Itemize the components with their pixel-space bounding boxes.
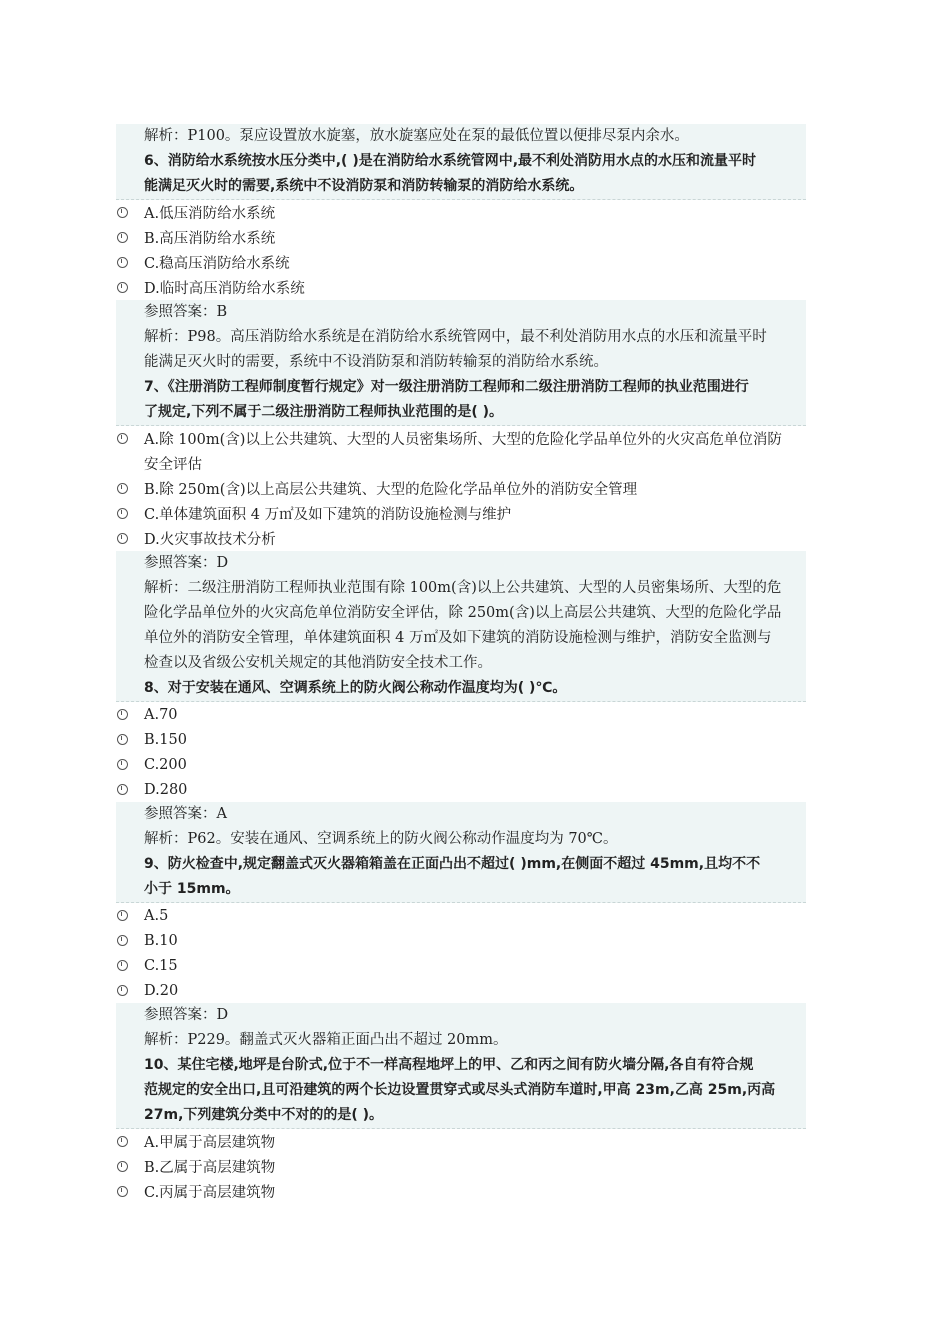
option-label: B.150 <box>144 731 187 748</box>
question-stem <box>116 149 806 200</box>
explanation <box>116 827 806 852</box>
answer-option[interactable] <box>116 928 806 953</box>
option-label: A.除 100m(含)以上公共建筑、大型的人员密集场所、大型的危险化学品单位外的火灾高危单位消防 <box>144 432 782 448</box>
question-line: 10、某住宅楼,地坪是台阶式,位于不一样高程地坪上的甲、乙和丙之间有防火墙分隔,各自有符合规 <box>144 1057 754 1073</box>
answer-option[interactable] <box>116 777 806 802</box>
explanation-line: 解析：P62。安装在通风、空调系统上的防火阀公称动作温度均为 70℃。 <box>144 831 618 847</box>
radio-circle-icon[interactable] <box>117 709 128 720</box>
radio-button[interactable] <box>116 257 144 268</box>
question-line: 能满足灭火时的需要,系统中不设消防泵和消防转输泵的消防给水系统。 <box>144 178 584 194</box>
radio-button[interactable] <box>116 207 144 218</box>
reference-answer: 参照答案：B <box>116 300 806 325</box>
radio-circle-icon[interactable] <box>117 960 128 971</box>
radio-button[interactable] <box>116 533 144 544</box>
question-line: 7、《注册消防工程师制度暂行规定》对一级注册消防工程师和二级注册消防工程师的执业范围进行 <box>144 379 749 395</box>
radio-button[interactable] <box>116 935 144 946</box>
radio-button[interactable] <box>116 960 144 971</box>
option-label: B.高压消防给水系统 <box>144 231 276 247</box>
answer-option[interactable] <box>116 526 806 551</box>
answer-option[interactable] <box>116 1129 806 1154</box>
option-label: B.除 250m(含)以上高层公共建筑、大型的危险化学品单位外的消防安全管理 <box>144 482 638 498</box>
radio-circle-icon[interactable] <box>117 935 128 946</box>
radio-button[interactable] <box>116 759 144 770</box>
answer-option[interactable] <box>116 752 806 777</box>
radio-button[interactable] <box>116 709 144 720</box>
radio-circle-icon[interactable] <box>117 483 128 494</box>
answer-option[interactable] <box>116 1154 806 1179</box>
explanation-line: 险化学品单位外的火灾高危单位消防安全评估，除 250m(含)以上高层公共建筑、大型的危险化学品 <box>144 605 782 621</box>
radio-button[interactable] <box>116 508 144 519</box>
explanation-line: 解析：二级注册消防工程师执业范围有除 100m(含)以上公共建筑、大型的人员密集场所、大型的危 <box>144 580 782 596</box>
answer-option[interactable] <box>116 275 806 300</box>
radio-button[interactable] <box>116 734 144 745</box>
question-stem <box>116 1053 806 1129</box>
option-label: C.200 <box>144 756 187 773</box>
radio-circle-icon[interactable] <box>117 533 128 544</box>
answer-option[interactable] <box>116 225 806 250</box>
option-label: A.70 <box>144 706 178 723</box>
question-stem <box>116 676 806 702</box>
option-label: D.火灾事故技术分析 <box>144 532 276 548</box>
explanation-line: 解析：P98。高压消防给水系统是在消防给水系统管网中，最不利处消防用水点的水压和流量平时 <box>144 329 767 345</box>
option-label: A.甲属于高层建筑物 <box>144 1135 276 1151</box>
answer-option[interactable] <box>116 200 806 225</box>
radio-circle-icon[interactable] <box>117 257 128 268</box>
option-label: D.20 <box>144 982 179 999</box>
radio-circle-icon[interactable] <box>117 508 128 519</box>
option-label: A.低压消防给水系统 <box>144 206 276 222</box>
radio-circle-icon[interactable] <box>117 759 128 770</box>
radio-circle-icon[interactable] <box>117 1161 128 1172</box>
answer-option[interactable] <box>116 476 806 501</box>
answer-option[interactable] <box>116 1179 806 1204</box>
radio-circle-icon[interactable] <box>117 1136 128 1147</box>
question-line: 了规定,下列不属于二级注册消防工程师执业范围的是( )。 <box>144 404 503 420</box>
option-label: C.15 <box>144 957 178 974</box>
answer-option[interactable] <box>116 250 806 275</box>
question-line: 8、对于安装在通风、空调系统上的防火阀公称动作温度均为( )℃。 <box>144 680 567 696</box>
explanation-line: 解析：P229。翻盖式灭火器箱正面凸出不超过 20mm。 <box>144 1032 508 1048</box>
explanation <box>116 576 806 676</box>
explanation-line: 检查以及省级公安机关规定的其他消防安全技术工作。 <box>144 655 492 671</box>
option-label: B.10 <box>144 932 178 949</box>
option-label: B.乙属于高层建筑物 <box>144 1160 276 1176</box>
radio-button[interactable] <box>116 1161 144 1172</box>
answer-option <box>116 451 806 476</box>
radio-circle-icon[interactable] <box>117 207 128 218</box>
question-line: 6、消防给水系统按水压分类中,( )是在消防给水系统管网中,最不利处消防用水点的水压和流量平时 <box>144 153 757 169</box>
radio-button[interactable] <box>116 232 144 243</box>
question-line: 27m,下列建筑分类中不对的的是( )。 <box>144 1107 384 1123</box>
question-line: 范规定的安全出口,且可沿建筑的两个长边设置贯穿式或尽头式消防车道时,甲高 23m,乙高 25m,丙高 <box>144 1082 776 1098</box>
question-line: 小于 15mm。 <box>144 881 240 897</box>
question-stem <box>116 375 806 426</box>
radio-circle-icon[interactable] <box>117 910 128 921</box>
radio-circle-icon[interactable] <box>117 433 128 444</box>
question-stem <box>116 852 806 903</box>
answer-option[interactable] <box>116 702 806 727</box>
option-label: D.临时高压消防给水系统 <box>144 281 305 297</box>
top-explanation: 解析：P100。泵应设置放水旋塞，放水旋塞应处在泵的最低位置以便排尽泵内余水。 <box>116 124 806 149</box>
radio-button[interactable] <box>116 282 144 293</box>
answer-option[interactable] <box>116 426 806 451</box>
radio-button[interactable] <box>116 910 144 921</box>
explanation-line: 单位外的消防安全管理，单体建筑面积 4 万㎡及如下建筑的消防设施检测与维护，消防安全监测与 <box>144 630 772 646</box>
answer-option[interactable] <box>116 501 806 526</box>
question-line: 9、防火检查中,规定翻盖式灭火器箱箱盖在正面凸出不超过( )mm,在侧面不超过 45mm,且均不不 <box>144 856 761 872</box>
radio-circle-icon[interactable] <box>117 1186 128 1197</box>
reference-answer: 参照答案：D <box>116 1003 806 1028</box>
radio-circle-icon[interactable] <box>117 734 128 745</box>
radio-circle-icon[interactable] <box>117 232 128 243</box>
option-label: C.单体建筑面积 4 万㎡及如下建筑的消防设施检测与维护 <box>144 507 512 523</box>
answer-option[interactable] <box>116 903 806 928</box>
reference-answer: 参照答案：A <box>116 802 806 827</box>
radio-button[interactable] <box>116 784 144 795</box>
radio-circle-icon[interactable] <box>117 784 128 795</box>
explanation <box>116 325 806 375</box>
radio-button[interactable] <box>116 1136 144 1147</box>
option-label: 安全评估 <box>144 457 202 473</box>
explanation-line: 能满足灭火时的需要，系统中不设消防泵和消防转输泵的消防给水系统。 <box>144 354 608 370</box>
radio-button[interactable] <box>116 1186 144 1197</box>
radio-button[interactable] <box>116 483 144 494</box>
answer-option[interactable] <box>116 978 806 1003</box>
option-label: C.稳高压消防给水系统 <box>144 256 290 272</box>
option-label: A.5 <box>144 907 169 924</box>
explanation <box>116 1028 806 1053</box>
option-label: D.280 <box>144 781 188 798</box>
option-label: C.丙属于高层建筑物 <box>144 1185 276 1201</box>
answer-option[interactable] <box>116 727 806 752</box>
answer-option[interactable] <box>116 953 806 978</box>
radio-button[interactable] <box>116 985 144 996</box>
radio-button[interactable] <box>116 433 144 444</box>
reference-answer: 参照答案：D <box>116 551 806 576</box>
question-list <box>116 124 806 1204</box>
radio-circle-icon[interactable] <box>117 282 128 293</box>
radio-circle-icon[interactable] <box>117 985 128 996</box>
